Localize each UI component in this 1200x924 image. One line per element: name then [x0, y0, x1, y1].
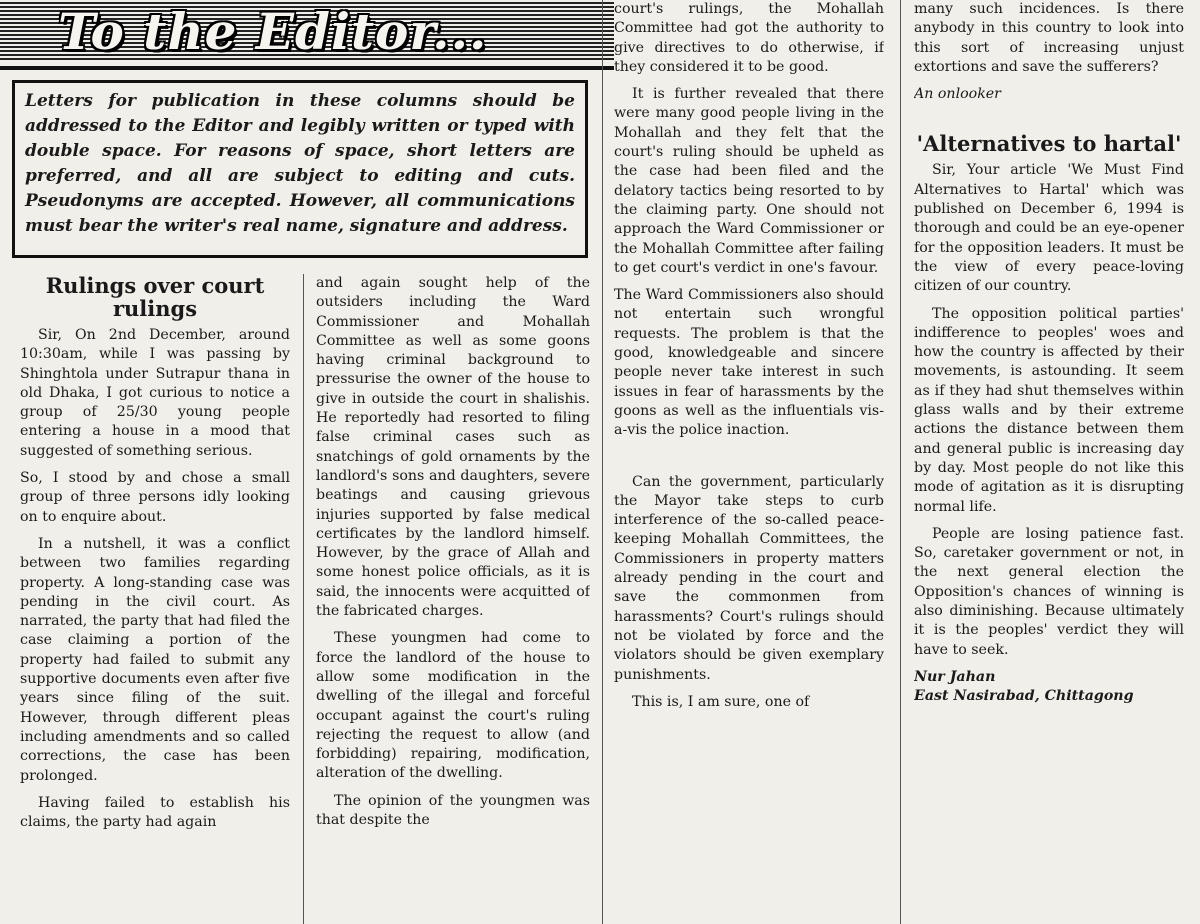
column-rule: [303, 274, 304, 924]
letter-1-paragraph: many such incidences. Is there anybody in this country to look into this sort of increasing unjust extortions and save the sufferers?: [914, 1, 1184, 75]
letter-1-paragraph: The Ward Commissioners also should not entertain such wrongful requests. The problem is that the good, knowledgeable and sincere people never take interest in such issues in fear of harassments by the goons as well as the influentials vis-a-vis the police inaction.: [614, 287, 884, 439]
letter-1-paragraph: The opinion of the youngmen was that despite the: [316, 792, 590, 829]
letter-2-paragraph: People are losing patience fast. So, caretaker government or not, in the next general election the Opposition's chances of winning is also diminishing. Because ultimately it is the peoples' verdict they will have to seek.: [914, 525, 1184, 658]
column-3: [614, 0, 884, 924]
letter-1-paragraph: It is further revealed that there were many good people living in the Mohallah and they felt that the court's ruling should be upheld as the case had been filed and the delatory tactics being resorted to by the claiming party. One should not approach the Ward Commissioner or the Mohallah Committee after failing to get court's verdict in one's favour.: [614, 86, 884, 276]
letter-2-location: East Nasirabad, Chittagong: [914, 688, 1134, 705]
letter-1-paragraph: Can the government, particularly the Mayor take steps to curb interference of the so-called peace-keeping Mohallah Committees, the Commissioners in property matters already pending in the court and save the commonmen from harassments? Court's rulings should not be violated by force and the violators should be given exemplary punishments.: [614, 473, 884, 683]
letter-1-paragraph: and again sought help of the outsiders including the Ward Commissioner and Mohallah Committee as well as some goons having criminal background to pressurise the owner of the house to give in outside the court in shalishis. He reportedly had resorted to filing false criminal cases such as snatchings of gold ornaments by the landlord's sons and daughters, severe beatings and causing grievous injuries supported by false medical certificates by the landlord himself. However, by the grace of Allah and some honest police officials, as it is said, the innocents were acquitted of the fabricated charges.: [316, 275, 590, 620]
editorial-notice-box: Letters for publication in these columns should be addressed to the Editor and legibly written or typed with double space. For reasons of space, short letters are preferred, and all are subject to editing and cuts. Pseudonyms are accepted. However, all communications must bear the writer's real name, signature and address.: [12, 80, 588, 258]
column-2: [316, 274, 590, 924]
letter-1-headline: Rulings over court rulings: [45, 274, 265, 321]
letter-2-paragraph: Sir, Your article 'We Must Find Alternatives to Hartal' which was published on December 6, 1994 is thorough and could be an eye-opener for the opposition leaders. It must be the view of every peace-loving citizen of our country.: [914, 162, 1184, 295]
letter-1-paragraph: So, I stood by and chose a small group of three persons idly looking on to enquire about.: [20, 470, 290, 525]
masthead-title: To the Editor...: [58, 2, 488, 61]
letter-1-paragraph: This is, I am sure, one of: [632, 693, 810, 710]
column-rule: [602, 0, 603, 924]
letter-1-signature: An onlooker: [914, 86, 1001, 103]
letter-1-paragraph: court's rulings, the Mohallah Committee had got the authority to give directives to do otherwise, if they considered it to be good.: [614, 1, 884, 75]
letter-2-headline: 'Alternatives to hartal': [916, 131, 1182, 157]
column-4: [914, 0, 1184, 924]
letter-1-paragraph: These youngmen had come to force the landlord of the house to allow some modification in the dwelling of the illegal and forceful occupant against the court's ruling rejecting the request to allow (and forbidding) repairing, modification, alteration of the dwelling.: [316, 630, 590, 782]
letter-1-paragraph: Having failed to establish his claims, the party had again: [20, 794, 290, 831]
column-1: [20, 274, 290, 924]
letter-2-author: Nur Jahan: [914, 668, 996, 685]
masthead-rule: [0, 66, 614, 70]
masthead: [0, 0, 614, 74]
letter-1-paragraph: Sir, On 2nd December, around 10:30am, while I was passing by Shinghtola under Sutrapur thana in old Dhaka, I got curious to notice a group of 25/30 young people entering a house in a mood that suggested of something serious.: [20, 327, 290, 459]
letter-2-paragraph: The opposition political parties' indifference to peoples' woes and how the country is affected by their movements, is astounding. It seem as if they had shut themselves within glass walls and by their extreme actions the distance between them and general public is increasing day by day. Most people do not like this mode of agitation as it is disrupting normal life.: [914, 305, 1184, 515]
column-rule: [900, 0, 901, 924]
letter-1-paragraph: In a nutshell, it was a conflict between two families regarding property. A long-standing case was pending in the civil court. As narrated, the party that had filed the case claiming a portion of the property had failed to submit any supportive documents even after five years since filing of the suit. However, through different pleas including amendments and so called corrections, the case has been prolonged.: [20, 535, 290, 784]
